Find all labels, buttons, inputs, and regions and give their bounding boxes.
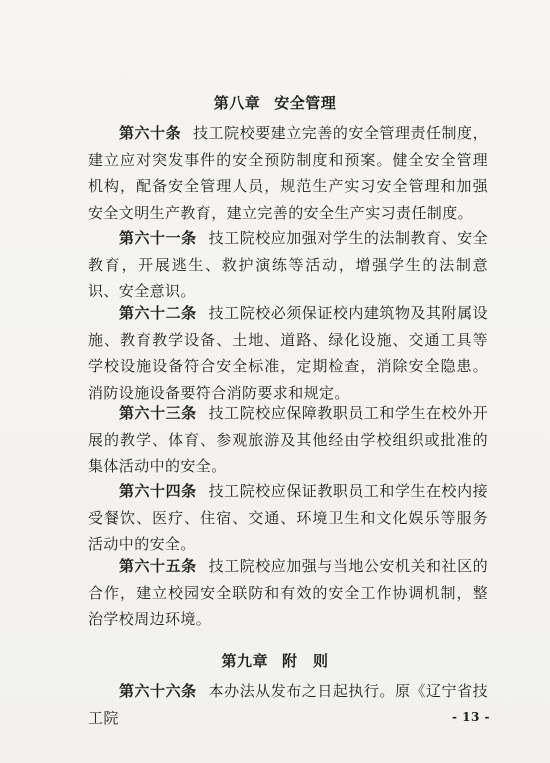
article-60-text: 技工院校要建立完善的安全管理责任制度，建立应对突发事件的安全预防制度和预案。健全安全管理机构，配备安全管理人员，规范生产实习安全管理和加强安全文明生产教育，建立完善的安全生产实习责任制度。 xyxy=(88,124,488,222)
article-66-text: 本办法从发布之日起执行。原《辽宁省技工院 xyxy=(88,682,488,727)
article-66-label: 第六十六条 xyxy=(119,682,197,700)
article-64-label: 第六十四条 xyxy=(119,482,197,500)
chapter-9-number: 第九章 xyxy=(221,652,268,670)
article-65-text: 技工院校应加强与当地公安机关和社区的合作，建立校园安全联防和有效的安全工作协调机制，整治学校周边环境。 xyxy=(88,557,488,628)
article-64-text: 技工院校应保证教职员工和学生在校内接受餐饮、医疗、住宿、交通、环境卫生和文化娱乐等服务活动中的安全。 xyxy=(88,482,488,553)
chapter-8-title: 安全管理 xyxy=(274,94,337,112)
chapter-9-heading xyxy=(0,650,550,671)
article-60-label: 第六十条 xyxy=(119,124,182,142)
chapter-8-heading xyxy=(0,92,550,113)
article-63-label: 第六十三条 xyxy=(119,404,197,422)
article-61 xyxy=(88,225,488,305)
chapter-9-title: 附 则 xyxy=(282,652,329,670)
article-63 xyxy=(88,400,488,480)
article-62-text: 技工院校必须保证校内建筑物及其附属设施、教育教学设备、土地、道路、绿化设施、交通工具等学校设施设备符合安全标准，定期检查，消除安全隐患。消防设施设备要符合消防要求和规定。 xyxy=(88,304,488,402)
article-60 xyxy=(88,120,488,226)
page-number: - 13 - xyxy=(452,710,491,724)
article-61-text: 技工院校应加强对学生的法制教育、安全教育，开展逃生、救护演练等活动，增强学生的法制意识、安全意识。 xyxy=(88,229,488,300)
article-62-label: 第六十二条 xyxy=(119,304,197,322)
article-64 xyxy=(88,478,488,558)
article-62 xyxy=(88,300,488,406)
article-66 xyxy=(88,678,491,731)
article-63-text: 技工院校应保障教职员工和学生在校外开展的教学、体育、参观旅游及其他经由学校组织或批准的集体活动中的安全。 xyxy=(88,404,488,475)
article-61-label: 第六十一条 xyxy=(119,229,197,247)
chapter-8-number: 第八章 xyxy=(213,94,261,112)
article-65 xyxy=(88,553,488,633)
article-65-label: 第六十五条 xyxy=(119,557,197,575)
